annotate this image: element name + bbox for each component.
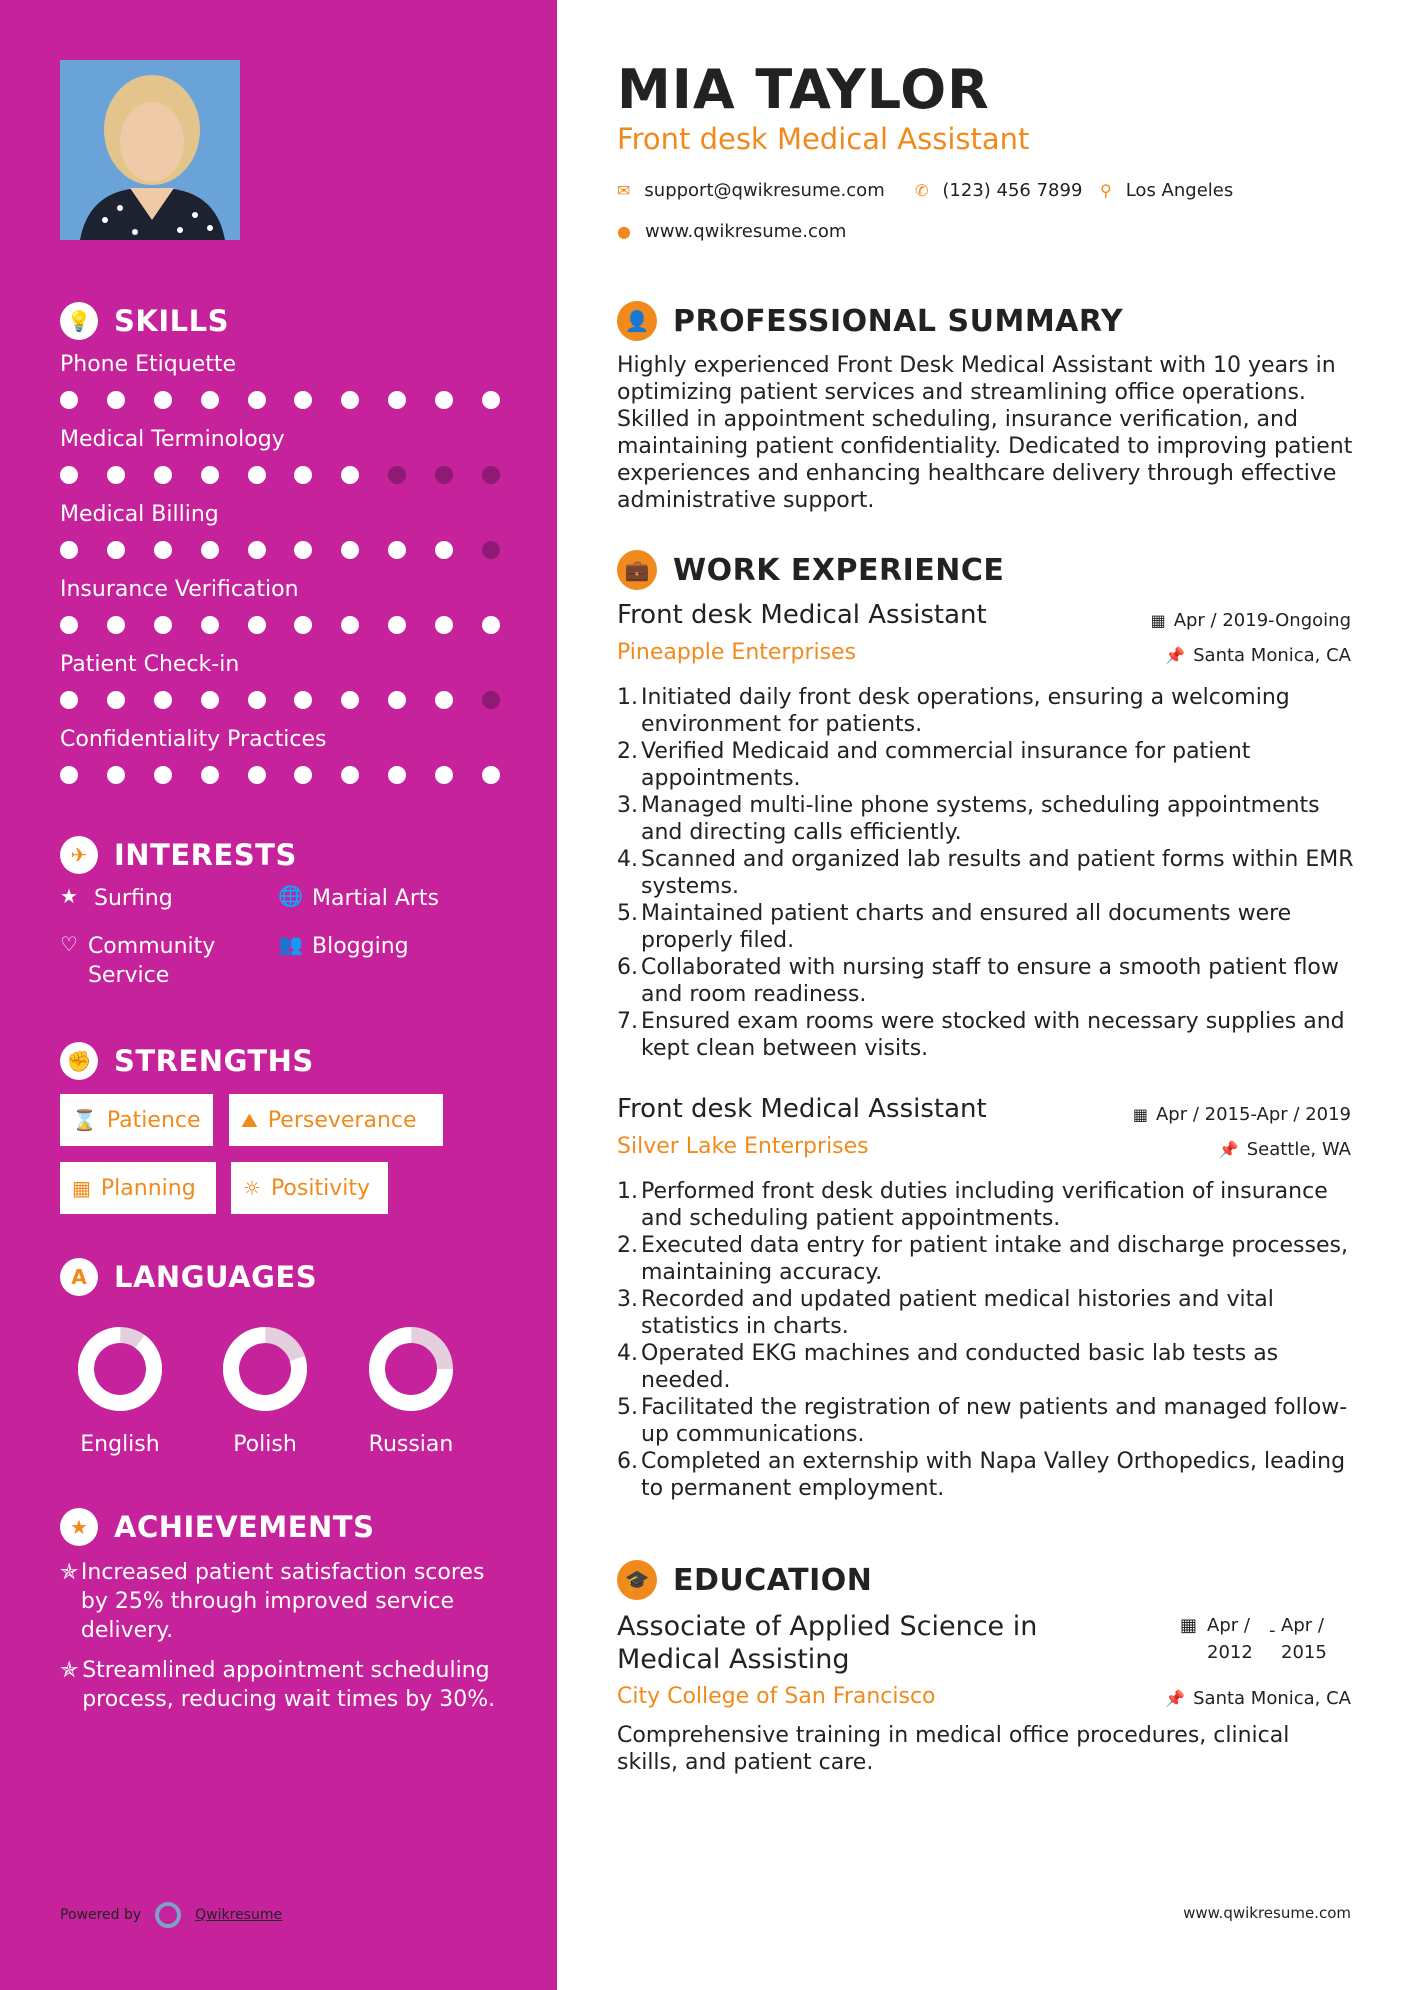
ring-progress [222,1326,308,1412]
language-ring [366,1324,456,1414]
job-bullet [617,792,1362,846]
skill-name: Medical Terminology [60,427,285,452]
skill-item [60,502,500,559]
phone-contact: ✆ (123) 456 7899 [915,180,1083,201]
pin-icon: 📌 [1165,646,1186,665]
bullet-text: Facilitated the registration of new patients and managed follow-up communications. [641,1395,1348,1447]
calendar-icon: ▦ [72,1176,91,1200]
map-pin-icon: ⚲ [1100,181,1112,200]
pin-icon: 📌 [1218,1140,1239,1159]
job-title: Front desk Medical Assistant [617,600,987,630]
skill-item [60,652,500,709]
job-bullet [617,1232,1362,1286]
main-content [557,0,1407,1990]
calendar-icon: ▦ [1132,1105,1148,1124]
language-item: English [50,1324,190,1457]
language-item: Polish [195,1324,335,1457]
rating-dot-filled [107,616,125,634]
rating-dot-empty [482,466,500,484]
skill-rating [60,766,500,784]
road-icon: ⛰ [241,1108,258,1132]
rating-dot-filled [388,691,406,709]
skill-item [60,352,500,409]
skill-rating [60,616,500,634]
rating-dot-filled [435,616,453,634]
rating-dot-filled [154,766,172,784]
lightbulb-icon: 💡 [60,302,98,340]
skill-rating [60,391,500,409]
bullet-number: 3. [617,793,638,818]
bullet-number: 6. [617,1449,638,1474]
bullet-text: Scanned and organized lab results and patient forms within EMR systems. [641,847,1354,899]
bullet-number: 7. [617,1009,638,1034]
strengths-title: STRENGTHS [114,1044,314,1078]
rating-dot-filled [435,691,453,709]
rating-dot-filled [107,391,125,409]
bullet-text: Completed an externship with Napa Valley Orthopedics, leading to permanent employment. [641,1449,1346,1501]
rating-dot-filled [107,466,125,484]
sidebar [0,0,557,1990]
skill-item [60,727,500,784]
briefcase-icon: 💼 [617,550,657,590]
job-bullets [617,1178,1362,1502]
globe-icon: 🌐 [278,884,303,908]
pin-icon: 📌 [1165,1689,1186,1708]
fist-icon: ✊ [60,1042,98,1080]
edu-date-separator: - [1269,1620,1276,1641]
footer-url[interactable]: www.qwikresume.com [1183,1904,1351,1922]
job-bullet [617,1178,1362,1232]
job-bullet [617,1394,1362,1448]
degree-title: Associate of Applied Science in Medical Assisting [617,1611,1038,1675]
strength-tag: ☼ Positivity [231,1162,388,1214]
bullet-number: 2. [617,1233,638,1258]
interest-item: 🌐 Martial Arts [278,884,440,911]
rating-dot-filled [154,616,172,634]
users-icon: 👥 [278,932,303,956]
interests-heading [60,836,297,874]
location-contact: ⚲ Los Angeles [1100,180,1234,201]
rating-dot-filled [482,391,500,409]
summary-text: Highly experienced Front Desk Medical Assistant with 10 years in optimizing patient services and streamlining office operations. Skilled in appointment scheduling, insurance verification, and maintaining patient confidentiality. Dedicated to improving patient experiences and enhancing healthcare delivery through effective administrative support. [617,353,1353,513]
job-bullet [617,738,1362,792]
qwikresume-link[interactable]: Qwikresume [195,1907,283,1923]
rating-dot-filled [248,541,266,559]
sun-icon: ☼ [243,1176,261,1200]
rating-dot-filled [60,541,78,559]
strength-tag: ⌛ Patience [60,1094,213,1146]
job-bullet [617,900,1362,954]
rating-dot-filled [248,691,266,709]
job-bullet [617,1448,1362,1502]
rating-dot-filled [107,691,125,709]
bullet-number: 2. [617,739,638,764]
job-location: 📌 Seattle, WA [1218,1139,1351,1160]
achievement-item: ✯ Streamlined appointment scheduling process, reducing wait times by 30%. [60,1658,496,1712]
rating-dot-filled [388,766,406,784]
bullet-number: 1. [617,685,638,710]
rating-dot-filled [388,616,406,634]
calendar-icon: ▦ [1150,611,1166,630]
interest-item: 👥 Blogging [278,932,409,959]
bullet-number: 4. [617,847,638,872]
skill-name: Insurance Verification [60,577,299,602]
skill-rating [60,541,500,559]
achievements-heading [60,1508,374,1546]
interest-item: ♡ Community Service [60,932,216,988]
calendar-icon: ▦ [1180,1615,1198,1636]
skill-item [60,427,500,484]
job-bullet [617,1008,1362,1062]
rating-dot-filled [388,541,406,559]
skill-name: Patient Check-in [60,652,240,677]
rating-dot-filled [341,391,359,409]
star-burst-icon: ✯ [60,1560,79,1585]
handshake-icon: ♡ [60,932,78,956]
bullet-text: Operated EKG machines and conducted basic lab tests as needed. [641,1341,1279,1393]
star-icon: ★ [60,884,78,908]
edu-start-date: Apr / 2012 [1207,1615,1253,1663]
rating-dot-filled [341,691,359,709]
strength-tag: ▦ Planning [60,1162,216,1214]
skills-heading [60,302,229,340]
job-bullet [617,1286,1362,1340]
qwikresume-logo-icon [155,1902,181,1928]
rating-dot-filled [154,691,172,709]
website-contact[interactable]: ● www.qwikresume.com [617,221,847,242]
bullet-text: Executed data entry for patient intake and discharge processes, maintaining accuracy. [641,1233,1348,1285]
rating-dot-filled [248,391,266,409]
bullet-text: Maintained patient charts and ensured all documents were properly filed. [641,901,1292,953]
bullet-number: 1. [617,1179,638,1204]
paper-plane-icon: ✈ [60,836,98,874]
rating-dot-filled [482,616,500,634]
rating-dot-filled [60,691,78,709]
ring-progress [75,1324,165,1414]
job-company: Silver Lake Enterprises [617,1134,869,1159]
rating-dot-filled [294,391,312,409]
globe-icon: ● [617,222,631,241]
bullet-text: Collaborated with nursing staff to ensure a smooth patient flow and room readiness. [641,955,1339,1007]
interests-title: INTERESTS [114,838,297,872]
job-bullets [617,684,1362,1062]
language-ring [220,1324,310,1414]
job-bullet [617,684,1362,738]
rating-dot-filled [107,541,125,559]
rating-dot-empty [482,541,500,559]
skill-item [60,577,500,634]
job-location: 📌 Santa Monica, CA [1165,645,1351,666]
bullet-number: 6. [617,955,638,980]
strength-tag: ⛰ Perseverance [229,1094,443,1146]
phone-icon: ✆ [915,181,929,200]
envelope-icon: ✉ [617,181,631,200]
candidate-name: MIA TAYLOR [617,58,990,121]
rating-dot-filled [248,466,266,484]
graduation-cap-icon: 🎓 [617,1560,657,1600]
skill-name: Phone Etiquette [60,352,237,377]
rating-dot-filled [154,541,172,559]
rating-dot-filled [388,391,406,409]
rating-dot-filled [294,691,312,709]
rating-dot-filled [341,766,359,784]
bullet-text: Verified Medicaid and commercial insurance for patient appointments. [641,739,1251,791]
interest-item: ★ Surfing [60,884,173,911]
bullet-text: Initiated daily front desk operations, ensuring a welcoming environment for patients. [641,685,1290,737]
language-item: Russian [341,1324,481,1457]
email-contact[interactable]: ✉ support@qwikresume.com [617,180,885,201]
rating-dot-filled [107,766,125,784]
school-name: City College of San Francisco [617,1684,936,1709]
rating-dot-filled [154,391,172,409]
rating-dot-filled [60,766,78,784]
powered-by: Powered by Qwikresume [60,1902,282,1928]
rating-dot-filled [201,616,219,634]
rating-dot-filled [435,766,453,784]
education-heading: 🎓 EDUCATION [617,1560,872,1600]
bullet-text: Performed front desk duties including verification of insurance and scheduling patient appointments. [641,1179,1328,1231]
rating-dot-filled [201,466,219,484]
rating-dot-filled [341,466,359,484]
languages-heading [60,1258,317,1296]
bullet-text: Ensured exam rooms were stocked with necessary supplies and kept clean between visits. [641,1009,1345,1061]
language-ring [75,1324,165,1414]
strengths-heading [60,1042,314,1080]
edu-location: 📌 Santa Monica, CA [1165,1688,1351,1709]
rating-dot-filled [201,691,219,709]
job-title: Front desk Medical Assistant [617,1094,987,1124]
language-icon: A [60,1258,98,1296]
hourglass-icon: ⌛ [72,1108,97,1132]
candidate-role: Front desk Medical Assistant [617,122,1030,156]
rating-dot-filled [201,766,219,784]
rating-dot-filled [341,616,359,634]
bullet-number: 5. [617,1395,638,1420]
bullet-text: Managed multi-line phone systems, scheduling appointments and directing calls efficiently. [641,793,1320,845]
achievement-item: ✯ Increased patient satisfaction scores by 25% through improved service delivery. [60,1560,485,1643]
job-bullet [617,846,1362,900]
rating-dot-filled [294,616,312,634]
rating-dot-filled [435,541,453,559]
bullet-number: 3. [617,1287,638,1312]
job-date: ▦ Apr / 2019-Ongoing [1150,610,1351,631]
bullet-number: 4. [617,1341,638,1366]
bullet-number: 5. [617,901,638,926]
skill-name: Medical Billing [60,502,219,527]
rating-dot-filled [435,391,453,409]
award-icon: ★ [60,1508,98,1546]
job-bullet [617,1340,1362,1394]
skill-rating [60,691,500,709]
rating-dot-filled [201,391,219,409]
rating-dot-empty [435,466,453,484]
rating-dot-filled [248,616,266,634]
job-date: ▦ Apr / 2015-Apr / 2019 [1132,1104,1351,1125]
skill-rating [60,466,500,484]
rating-dot-filled [482,766,500,784]
job-company: Pineapple Enterprises [617,640,857,665]
edu-description: Comprehensive training in medical office procedures, clinical skills, and patient care. [617,1723,1290,1775]
rating-dot-filled [294,766,312,784]
summary-heading: 👤 PROFESSIONAL SUMMARY [617,301,1123,341]
edu-end-date: Apr / 2015 [1281,1615,1327,1663]
skills-title: SKILLS [114,304,229,338]
rating-dot-filled [248,766,266,784]
rating-dot-filled [60,616,78,634]
skill-name: Confidentiality Practices [60,727,327,752]
languages-title: LANGUAGES [114,1260,318,1294]
rating-dot-filled [201,541,219,559]
rating-dot-empty [482,691,500,709]
star-burst-icon: ✯ [60,1658,79,1683]
job-bullet [617,954,1362,1008]
profile-photo [60,60,240,240]
user-icon: 👤 [617,301,657,341]
rating-dot-filled [341,541,359,559]
rating-dot-filled [60,391,78,409]
rating-dot-filled [294,541,312,559]
rating-dot-filled [60,466,78,484]
rating-dot-filled [294,466,312,484]
experience-heading: 💼 WORK EXPERIENCE [617,550,1004,590]
rating-dot-filled [154,466,172,484]
bullet-text: Recorded and updated patient medical histories and vital statistics in charts. [641,1287,1274,1339]
achievements-title: ACHIEVEMENTS [114,1510,375,1544]
rating-dot-empty [388,466,406,484]
